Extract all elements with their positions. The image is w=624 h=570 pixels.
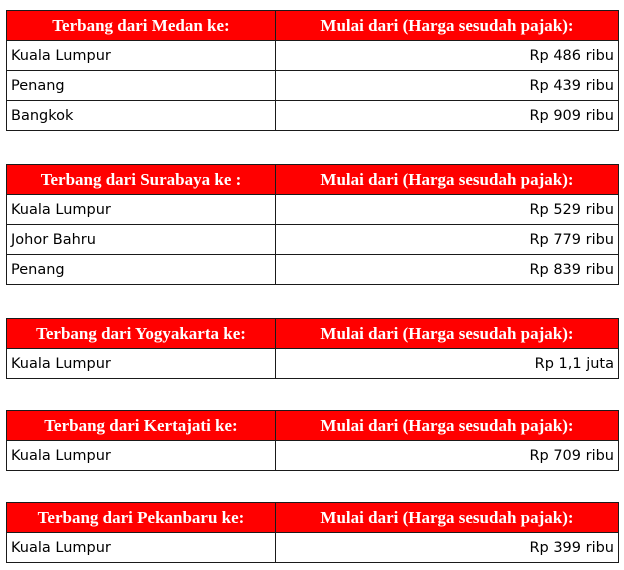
price-column-header: Mulai dari (Harga sesudah pajak):: [276, 11, 619, 41]
table-header-row: [7, 11, 619, 41]
origin-header: Terbang dari Medan ke:: [7, 11, 276, 41]
table-header-row: [7, 319, 619, 349]
table-header-row: [7, 165, 619, 195]
price-cell: Rp 909 ribu: [276, 101, 619, 131]
destination-cell: Kuala Lumpur: [7, 441, 276, 471]
price-column-header: Mulai dari (Harga sesudah pajak):: [276, 503, 619, 533]
origin-header: Terbang dari Kertajati ke:: [7, 411, 276, 441]
fare-table-surabaya: [6, 164, 619, 285]
origin-header: Terbang dari Pekanbaru ke:: [7, 503, 276, 533]
table-row: [7, 195, 619, 225]
price-cell: Rp 779 ribu: [276, 225, 619, 255]
fare-table-yogyakarta: [6, 318, 619, 379]
destination-cell: Kuala Lumpur: [7, 349, 276, 379]
price-cell: Rp 709 ribu: [276, 441, 619, 471]
destination-cell: Penang: [7, 255, 276, 285]
destination-cell: Penang: [7, 71, 276, 101]
price-cell: Rp 486 ribu: [276, 41, 619, 71]
fare-table-pekanbaru: [6, 502, 619, 563]
fare-table-kertajati: [6, 410, 619, 471]
table-row: [7, 71, 619, 101]
table-header-row: [7, 411, 619, 441]
table-row: [7, 255, 619, 285]
table-row: [7, 101, 619, 131]
table-row: [7, 533, 619, 563]
price-cell: Rp 839 ribu: [276, 255, 619, 285]
table-row: [7, 41, 619, 71]
price-column-header: Mulai dari (Harga sesudah pajak):: [276, 319, 619, 349]
destination-cell: Johor Bahru: [7, 225, 276, 255]
price-column-header: Mulai dari (Harga sesudah pajak):: [276, 411, 619, 441]
price-cell: Rp 439 ribu: [276, 71, 619, 101]
table-row: [7, 225, 619, 255]
destination-cell: Kuala Lumpur: [7, 533, 276, 563]
price-cell: Rp 399 ribu: [276, 533, 619, 563]
table-header-row: [7, 503, 619, 533]
destination-cell: Kuala Lumpur: [7, 41, 276, 71]
table-row: [7, 441, 619, 471]
origin-header: Terbang dari Yogyakarta ke:: [7, 319, 276, 349]
destination-cell: Bangkok: [7, 101, 276, 131]
origin-header: Terbang dari Surabaya ke :: [7, 165, 276, 195]
price-cell: Rp 529 ribu: [276, 195, 619, 225]
fare-table-medan: [6, 10, 619, 131]
price-column-header: Mulai dari (Harga sesudah pajak):: [276, 165, 619, 195]
table-row: [7, 349, 619, 379]
price-cell: Rp 1,1 juta: [276, 349, 619, 379]
destination-cell: Kuala Lumpur: [7, 195, 276, 225]
